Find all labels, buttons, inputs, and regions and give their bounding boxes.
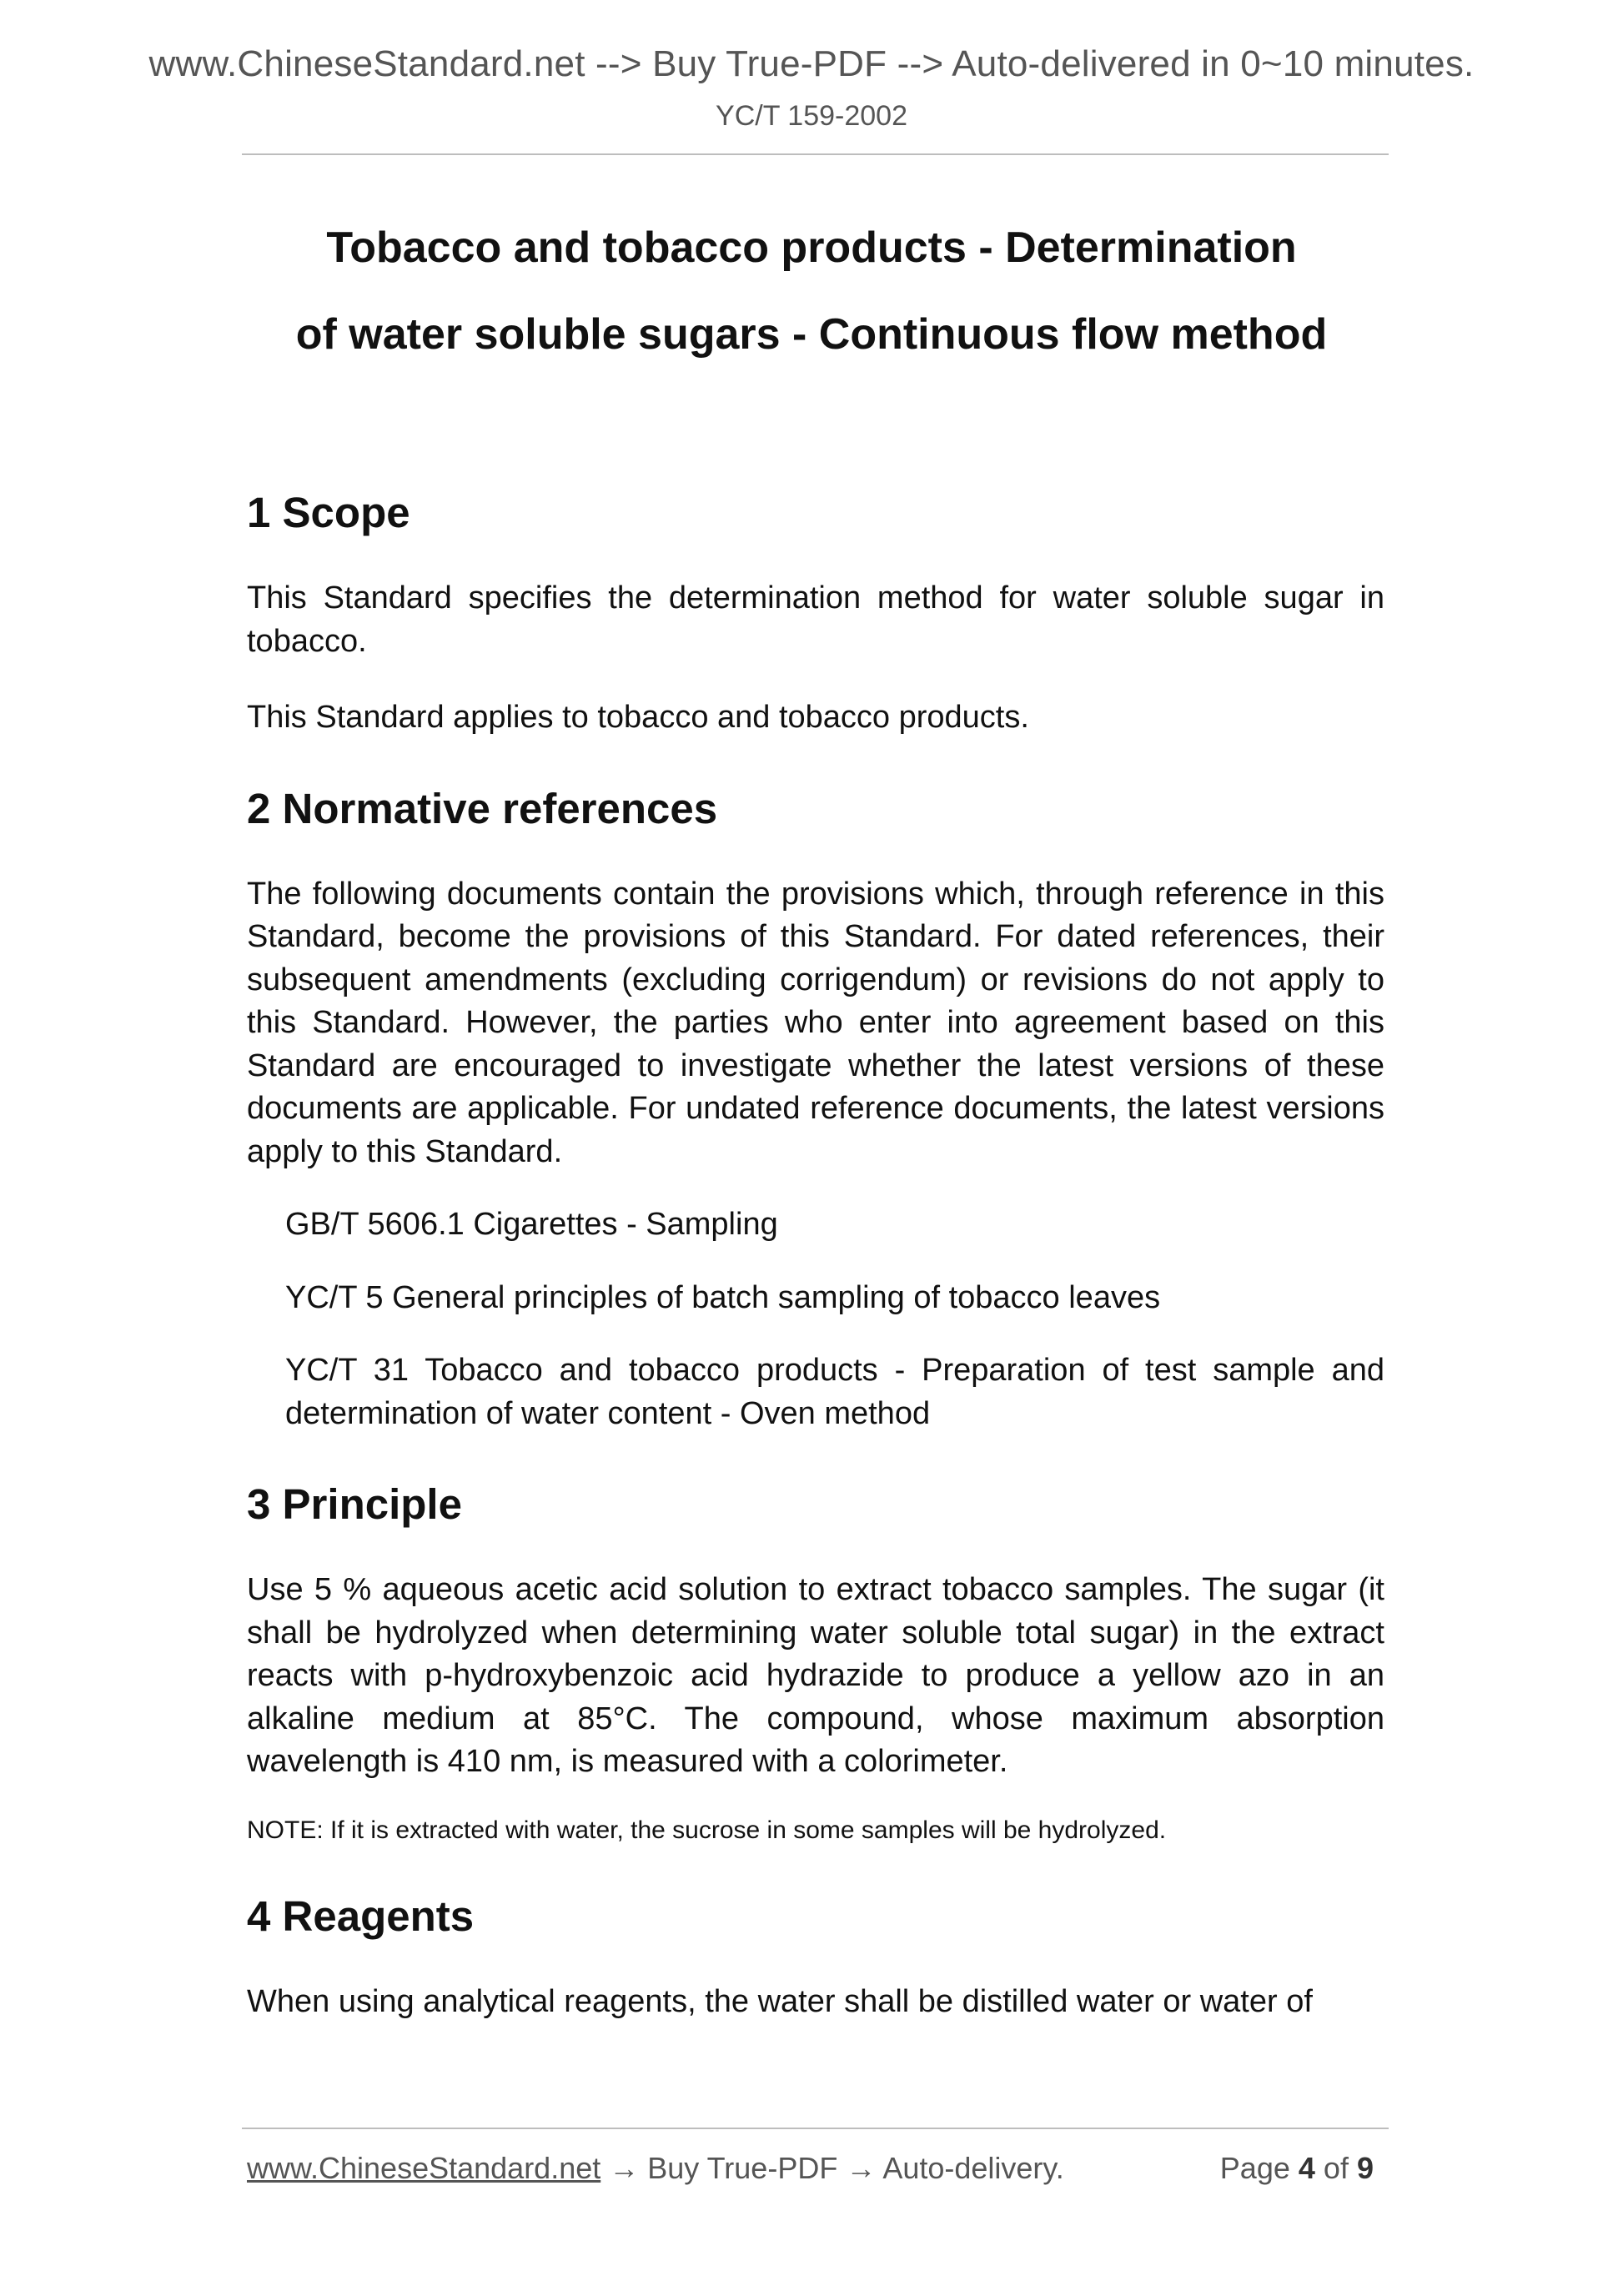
site-banner: www.ChineseStandard.net --> Buy True-PDF --> Auto-delivered in 0~10 minutes.: [148, 43, 1475, 84]
footer-left: [247, 2151, 1064, 2186]
reference-item: GB/T 5606.1 Cigarettes - Sampling: [285, 1207, 778, 1242]
page-indicator: [1220, 2151, 1374, 2186]
header-divider: [242, 153, 1389, 155]
page-footer: [247, 2151, 1384, 2191]
page-of-label: of: [1323, 2151, 1349, 2185]
principle-paragraph: Use 5 % aqueous acetic acid solution to extract tobacco samples. The sugar (it shall be hydrolyzed when determining water soluble total sugar) in the extract reacts with p-hydroxybenzoic acid hydrazide to produce a yellow azo in an alkaline medium at 85°C. The compound, whose maximum absorption wavelength is 410 nm, is measured with a colorimeter.: [247, 1572, 1384, 1779]
page-label: Page: [1219, 2151, 1290, 2185]
document-title: [0, 204, 1623, 378]
reagents-paragraph: When using analytical reagents, the water shall be distilled water or water of: [247, 1983, 1313, 2019]
scope-paragraph-2: This Standard applies to tobacco and tobacco products.: [247, 700, 1029, 735]
section-heading-references: 2 Normative references: [247, 784, 718, 832]
principle-note: NOTE: If it is extracted with water, the sucrose in some samples will be hydrolyzed.: [247, 1816, 1167, 1844]
footer-tagline: → Buy True-PDF → Auto-delivery.: [600, 2151, 1064, 2185]
title-line-1: Tobacco and tobacco products - Determination: [326, 224, 1297, 272]
current-page-number: 4: [1298, 2151, 1315, 2185]
section-heading-reagents: 4 Reagents: [247, 1892, 475, 1940]
title-line-2: of water soluble sugars - Continuous flow method: [295, 310, 1328, 359]
reference-item: YC/T 5 General principles of batch sampling of tobacco leaves: [285, 1279, 1161, 1315]
footer-divider: [242, 2128, 1389, 2129]
total-pages-number: 9: [1356, 2151, 1374, 2185]
section-heading-scope: 1 Scope: [247, 489, 410, 536]
scope-paragraph-1: This Standard specifies the determination method for water soluble sugar in tobacco.: [247, 580, 1384, 659]
reference-item: YC/T 31 Tobacco and tobacco products - Preparation of test sample and determination of water content - Oven method: [285, 1353, 1384, 1431]
section-heading-principle: 3 Principle: [247, 1480, 462, 1528]
references-paragraph: The following documents contain the provisions which, through reference in this Standard, become the provisions of this Standard. For dated references, their subsequent amendments (excluding corrigendum) or revisions do not apply to this Standard. However, the parties who enter into agreement based on this Standard are encouraged to investigate whether the latest versions of these documents are applicable. For undated reference documents, the latest versions apply to this Standard.: [247, 876, 1384, 1169]
footer-site-link[interactable]: www.ChineseStandard.net: [247, 2151, 601, 2185]
document-body: [247, 484, 1384, 2023]
standard-code: YC/T 159-2002: [716, 100, 907, 132]
